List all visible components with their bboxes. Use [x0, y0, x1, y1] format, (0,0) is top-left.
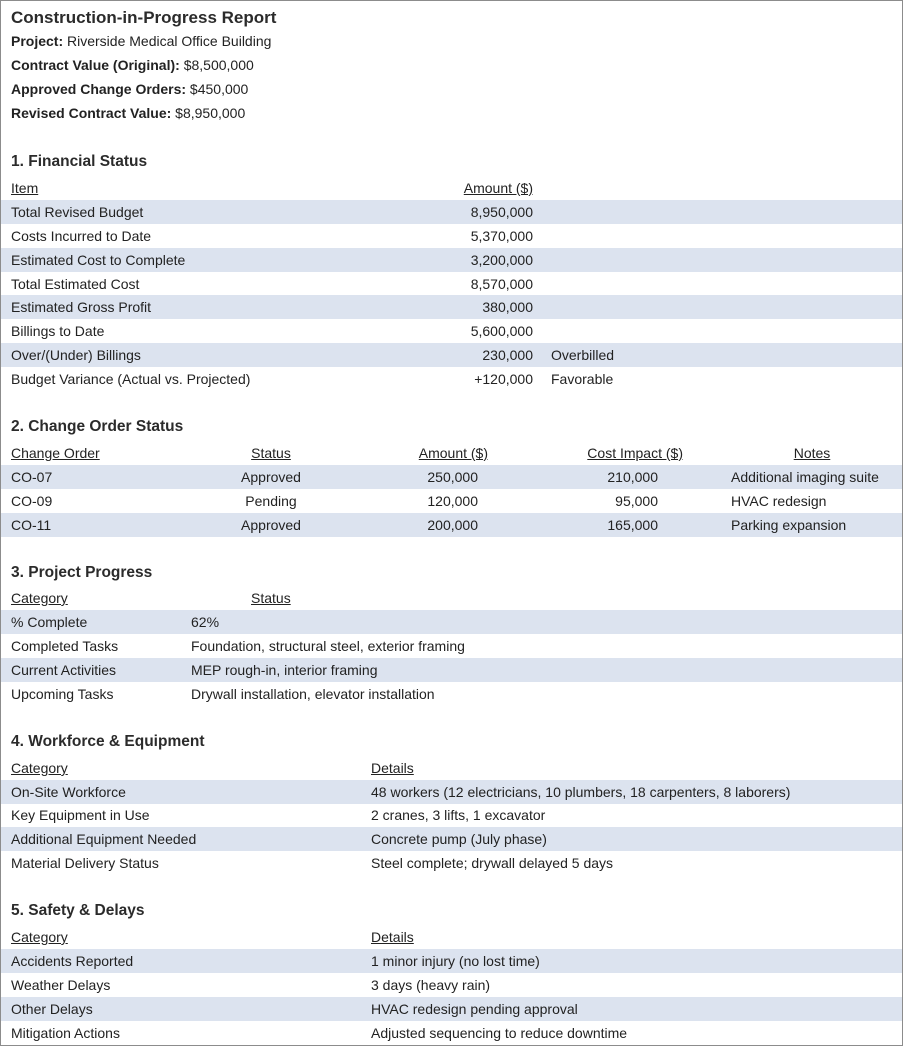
financial-amount: 230,000: [482, 347, 533, 363]
co-impact: 95,000: [615, 493, 658, 509]
change-orders-value: $450,000: [189, 81, 249, 97]
table-row: [1, 465, 902, 489]
financial-section-title: 1. Financial Status: [11, 153, 148, 170]
financial-amount: 8,950,000: [470, 204, 533, 220]
financial-amount: 5,600,000: [470, 323, 533, 339]
project-label: Project:: [11, 33, 64, 49]
workforce-details: Concrete pump (July phase): [371, 831, 547, 847]
progress-category: % Complete: [11, 614, 88, 630]
financial-item: Costs Incurred to Date: [11, 228, 152, 244]
progress-section-title: 3. Project Progress: [11, 564, 153, 581]
safety-details: HVAC redesign pending approval: [371, 1001, 578, 1017]
financial-note: Overbilled: [551, 347, 615, 363]
co-status: Pending: [245, 493, 297, 509]
safety-header-details: Details: [371, 929, 414, 945]
project-value: Riverside Medical Office Building: [67, 33, 272, 49]
workforce-category: Additional Equipment Needed: [11, 831, 197, 847]
contract-value: $8,500,000: [183, 57, 254, 73]
table-row: [1, 803, 902, 827]
co-status: Approved: [241, 517, 301, 533]
table-row: [1, 224, 902, 248]
contract-label: Contract Value (Original):: [11, 57, 180, 73]
safety-details: 3 days (heavy rain): [371, 977, 491, 993]
table-row: [1, 295, 902, 319]
co-header-impact: Cost Impact ($): [587, 445, 683, 461]
financial-amount: 8,570,000: [470, 276, 533, 292]
financial-item: Estimated Gross Profit: [11, 299, 152, 315]
change-order-header-row: [1, 441, 902, 465]
co-header-id: Change Order: [11, 445, 100, 461]
co-id: CO-07: [11, 469, 53, 485]
change-order-section-title: 2. Change Order Status: [11, 418, 184, 435]
table-row: [1, 489, 902, 513]
report-title: Construction-in-Progress Report: [11, 8, 277, 27]
workforce-category: Key Equipment in Use: [11, 807, 150, 823]
table-row: [1, 949, 902, 973]
change-orders-line: [11, 81, 248, 97]
financial-item: Over/(Under) Billings: [11, 347, 141, 363]
co-id: CO-09: [11, 493, 53, 509]
progress-status: Foundation, structural steel, exterior framing: [191, 638, 465, 654]
table-row: [1, 973, 902, 997]
co-amount: 200,000: [427, 517, 478, 533]
workforce-section-title: 4. Workforce & Equipment: [11, 733, 205, 750]
table-row: [1, 682, 902, 706]
progress-header-category: Category: [11, 590, 68, 606]
safety-category: Mitigation Actions: [11, 1025, 120, 1041]
revised-value: $8,950,000: [175, 105, 246, 121]
table-row: [1, 1021, 902, 1043]
workforce-details: Steel complete; drywall delayed 5 days: [371, 855, 614, 871]
financial-item: Budget Variance (Actual vs. Projected): [11, 371, 251, 387]
workforce-header-category: Category: [11, 760, 68, 776]
progress-category: Current Activities: [11, 662, 117, 678]
financial-amount: 380,000: [482, 299, 533, 315]
safety-header-row: [1, 925, 902, 949]
co-header-status: Status: [251, 445, 291, 461]
table-row: [1, 634, 902, 658]
table-row: [1, 513, 902, 537]
financial-header-amount: Amount ($): [463, 180, 533, 196]
financial-amount: 5,370,000: [470, 228, 533, 244]
co-header-amount: Amount ($): [418, 445, 488, 461]
workforce-details: 48 workers (12 electricians, 10 plumbers, 18 carpenters, 8 laborers): [371, 784, 791, 800]
table-row: [1, 272, 902, 296]
co-impact: 165,000: [607, 517, 658, 533]
contract-line: [11, 57, 254, 73]
table-row: [1, 658, 902, 682]
co-amount: 120,000: [427, 493, 478, 509]
workforce-category: On-Site Workforce: [11, 784, 126, 800]
revised-line: [11, 105, 245, 121]
safety-category: Other Delays: [11, 1001, 93, 1017]
safety-details: Adjusted sequencing to reduce downtime: [371, 1025, 628, 1041]
co-notes: HVAC redesign: [731, 493, 827, 509]
co-id: CO-11: [11, 517, 52, 533]
table-row: [1, 997, 902, 1021]
table-row: [1, 827, 902, 851]
workforce-category: Material Delivery Status: [11, 855, 159, 871]
table-row: [1, 200, 902, 224]
financial-note: Favorable: [551, 371, 614, 387]
financial-amount: +120,000: [474, 371, 533, 387]
workforce-details: 2 cranes, 3 lifts, 1 excavator: [371, 807, 546, 823]
co-notes: Additional imaging suite: [731, 469, 879, 485]
table-row: [1, 610, 902, 634]
table-row: [1, 367, 902, 391]
progress-header-row: [1, 586, 902, 610]
financial-item: Total Revised Budget: [11, 204, 144, 220]
change-orders-label: Approved Change Orders:: [11, 81, 187, 97]
co-notes: Parking expansion: [731, 517, 847, 533]
co-header-notes: Notes: [793, 445, 831, 461]
safety-category: Weather Delays: [11, 977, 111, 993]
co-impact: 210,000: [607, 469, 658, 485]
progress-status: MEP rough-in, interior framing: [191, 662, 378, 678]
progress-status: Drywall installation, elevator installation: [191, 686, 435, 702]
table-row: [1, 343, 902, 367]
project-line: [11, 33, 271, 49]
progress-status: 62%: [191, 614, 220, 630]
progress-category: Upcoming Tasks: [11, 686, 114, 702]
table-row: [1, 851, 902, 875]
table-row: [1, 319, 902, 343]
revised-label: Revised Contract Value:: [11, 105, 172, 121]
safety-category: Accidents Reported: [11, 953, 134, 969]
table-row: [1, 780, 902, 804]
workforce-header-details: Details: [371, 760, 414, 776]
financial-header-item: Item: [11, 180, 39, 196]
financial-item: Total Estimated Cost: [11, 276, 140, 292]
workforce-header-row: [1, 756, 902, 780]
progress-category: Completed Tasks: [11, 638, 119, 654]
financial-header-row: [1, 176, 902, 200]
table-row: [1, 248, 902, 272]
financial-item: Billings to Date: [11, 323, 105, 339]
co-status: Approved: [241, 469, 301, 485]
safety-header-category: Category: [11, 929, 68, 945]
safety-section-title: 5. Safety & Delays: [11, 902, 145, 919]
co-amount: 250,000: [427, 469, 478, 485]
progress-header-status: Status: [251, 590, 291, 606]
financial-item: Estimated Cost to Complete: [11, 252, 186, 268]
financial-amount: 3,200,000: [470, 252, 533, 268]
safety-details: 1 minor injury (no lost time): [371, 953, 540, 969]
